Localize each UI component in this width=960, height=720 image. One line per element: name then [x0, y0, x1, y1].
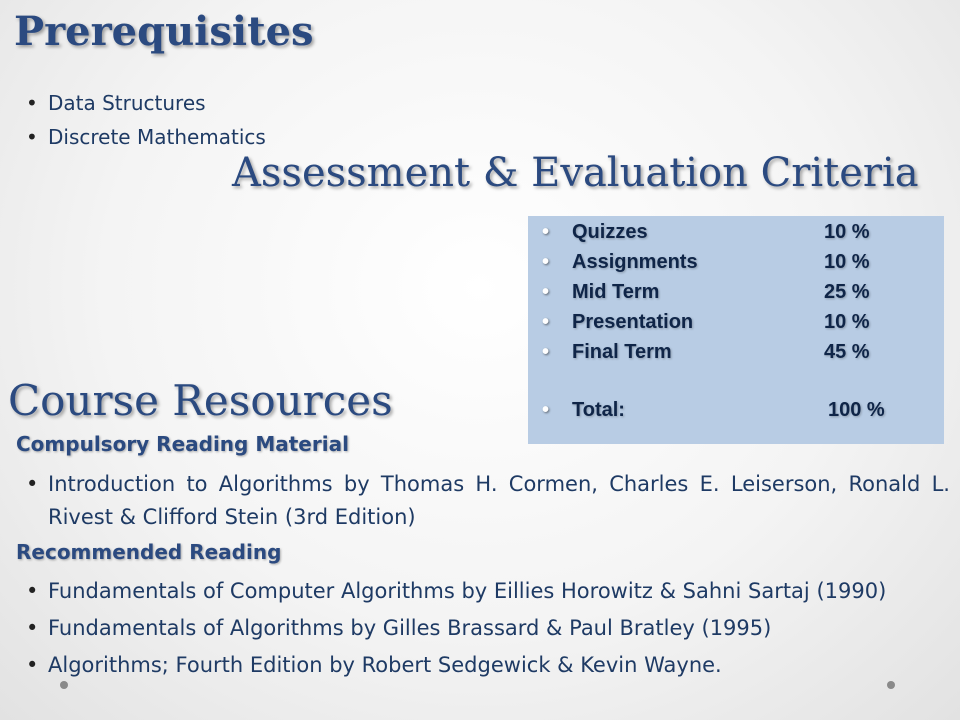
compulsory-reading-list — [20, 468, 950, 538]
compulsory-reading-heading: Compulsory Reading Material — [16, 432, 349, 456]
decorative-dot — [887, 681, 895, 689]
recommended-reading-heading: Recommended Reading — [16, 540, 282, 564]
list-item: • Data Structures — [20, 86, 266, 120]
assessment-label: Presentation — [572, 311, 694, 333]
assessment-row — [542, 278, 902, 308]
list-item: • Algorithms; Fourth Edition by Robert Sedgewick & Kevin Wayne. — [20, 649, 950, 682]
assessment-label: Final Term — [572, 341, 672, 363]
assessment-list — [542, 218, 902, 426]
assessment-label: Mid Term — [572, 281, 660, 303]
assessment-total-row — [542, 396, 902, 426]
assessment-value: 10 % — [824, 251, 870, 273]
recommended-reading-list — [20, 575, 950, 686]
list-item: • Discrete Mathematics — [20, 120, 266, 154]
assessment-row — [542, 248, 902, 278]
list-item: • Fundamentals of Algorithms by Gilles Brassard & Paul Bratley (1995) — [20, 612, 950, 645]
course-resources-title: Course Resources — [8, 376, 393, 425]
assessment-label: Assignments — [572, 251, 698, 273]
prerequisites-title: Prerequisites — [14, 8, 314, 55]
list-item: • Fundamentals of Computer Algorithms by Eillies Horowitz & Sahni Sartaj (1990) — [20, 575, 950, 608]
prerequisites-list — [20, 86, 266, 154]
list-item: • Introduction to Algorithms by Thomas H. Cormen, Charles E. Leiserson, Ronald L. Rivest & Clifford Stein (3rd Edition) — [20, 468, 950, 534]
assessment-label: Quizzes — [572, 221, 648, 243]
assessment-value: 45 % — [824, 341, 870, 363]
assessment-value: 25 % — [824, 281, 870, 303]
assessment-row — [542, 218, 902, 248]
assessment-title: Assessment & Evaluation Criteria — [232, 150, 919, 196]
assessment-total-label: Total: — [572, 399, 625, 421]
assessment-row — [542, 308, 902, 338]
assessment-value: 10 % — [824, 311, 870, 333]
decorative-dot — [60, 681, 68, 689]
assessment-total-value: 100 % — [828, 399, 885, 421]
assessment-row — [542, 338, 902, 368]
assessment-value: 10 % — [824, 221, 870, 243]
